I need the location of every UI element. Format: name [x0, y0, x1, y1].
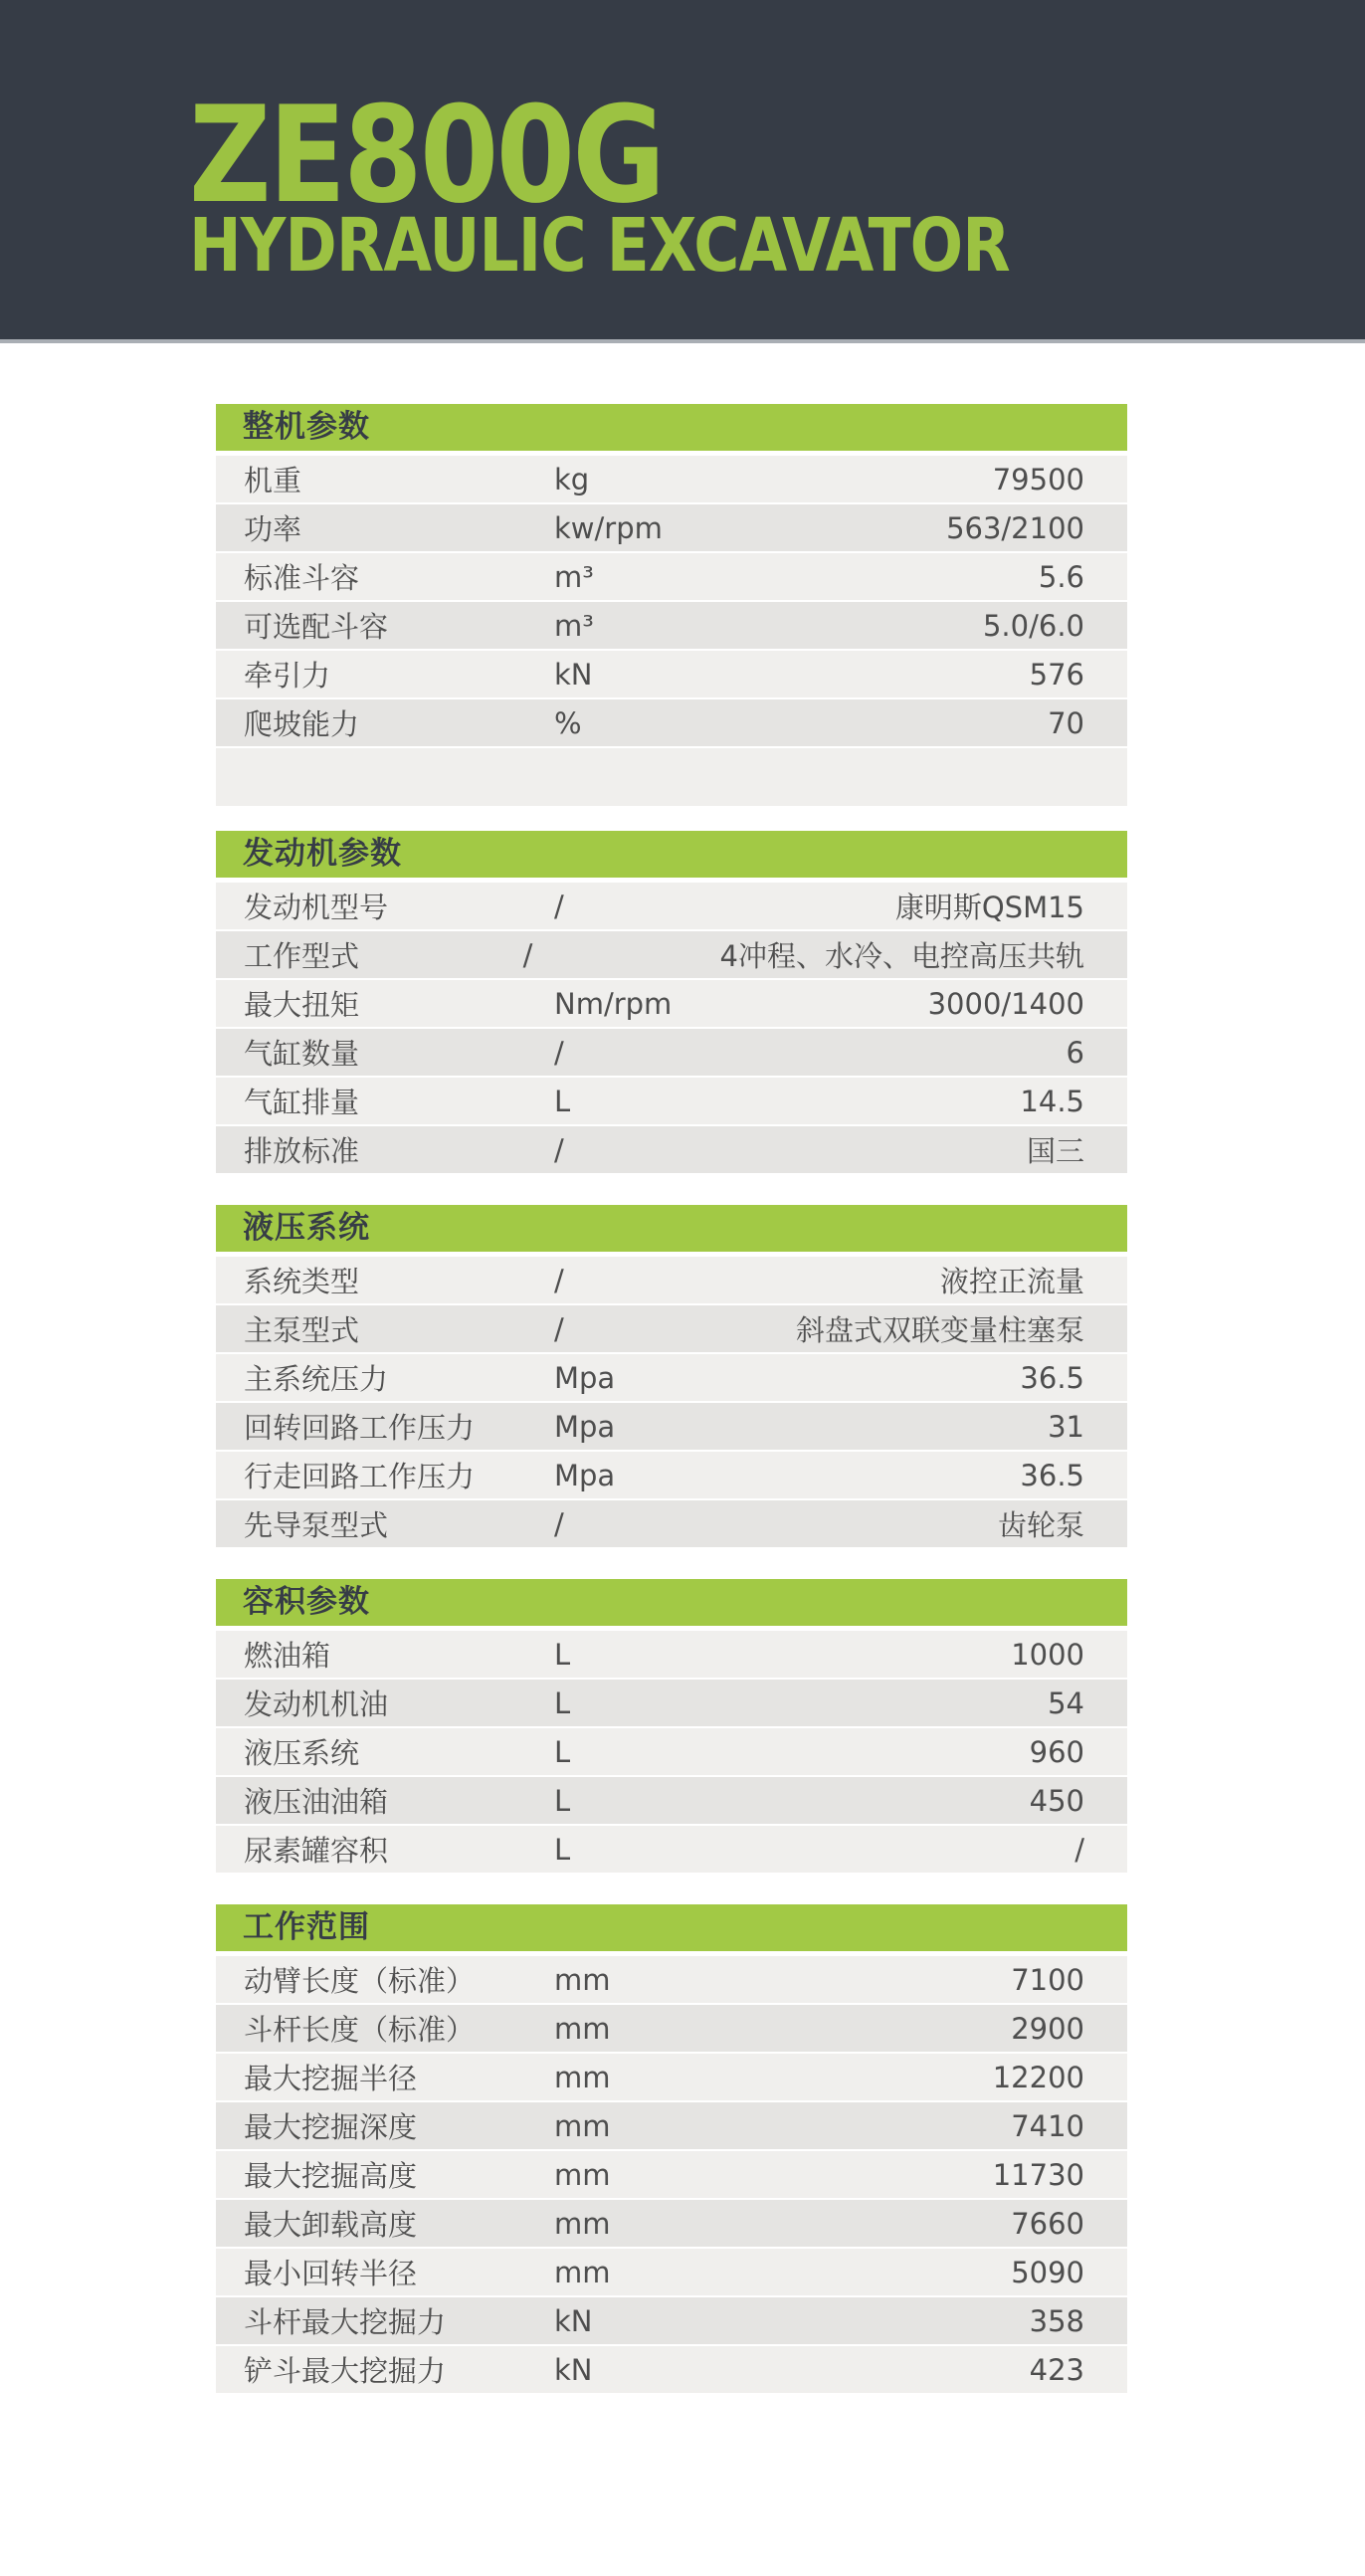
row-unit: L [554, 1783, 571, 1818]
section-rows [216, 1257, 1127, 1547]
table-row [216, 1078, 1127, 1124]
row-label: 排放标准 [244, 1134, 360, 1168]
row-value: 7410 [1011, 2108, 1084, 2143]
spec-table [216, 1904, 1127, 2393]
row-value: 液控正流量 [939, 1265, 1084, 1298]
row-label: 气缸数量 [244, 1037, 360, 1071]
row-label: 标准斗容 [244, 561, 360, 595]
model-title: ZE800G [189, 78, 664, 233]
row-label: 最小回转半径 [244, 2257, 418, 2290]
table-row [216, 699, 1127, 746]
model-subtitle: HYDRAULIC EXCAVATOR [189, 203, 1010, 289]
row-value: 70 [1048, 705, 1084, 740]
section-header: 液压系统 [216, 1205, 1127, 1252]
table-row [216, 2200, 1127, 2247]
section-rows [216, 1956, 1127, 2393]
row-label: 最大挖掘深度 [244, 2110, 418, 2144]
row-value: 国三 [1026, 1134, 1084, 1168]
row-label: 气缸排量 [244, 1086, 360, 1119]
row-value: 6 [1066, 1035, 1084, 1070]
row-unit: L [554, 1734, 571, 1769]
table-row [216, 1403, 1127, 1450]
table-row [216, 1777, 1127, 1824]
row-label: 发动机机油 [244, 1687, 389, 1721]
row-value: 7100 [1011, 1962, 1084, 1997]
row-unit: / [554, 1035, 564, 1070]
table-row [216, 1354, 1127, 1401]
row-value: 36.5 [1020, 1360, 1084, 1395]
row-value: 7660 [1011, 2206, 1084, 2241]
row-value: 36.5 [1020, 1458, 1084, 1492]
row-unit: mm [554, 2206, 611, 2241]
table-row [216, 2346, 1127, 2393]
row-value: 576 [1029, 657, 1084, 692]
table-row [216, 883, 1127, 929]
row-unit: kN [554, 2352, 593, 2387]
row-value: 斜盘式双联变量柱塞泵 [795, 1313, 1084, 1347]
row-unit: m³ [554, 608, 594, 643]
row-value: 423 [1029, 2352, 1084, 2387]
row-label: 回转回路工作压力 [244, 1411, 476, 1445]
row-unit: mm [554, 2255, 611, 2289]
table-row [216, 1500, 1127, 1547]
table-row [216, 2151, 1127, 2198]
row-value: 54 [1048, 1685, 1084, 1720]
row-label: 爬坡能力 [244, 707, 360, 741]
row-unit: / [554, 1132, 564, 1167]
table-row [216, 1257, 1127, 1303]
row-label: 工作型式 [244, 939, 360, 973]
row-unit: / [522, 937, 533, 972]
row-label: 最大卸载高度 [244, 2208, 418, 2242]
table-row [216, 1826, 1127, 1873]
row-value: 12200 [992, 2060, 1084, 2094]
row-value: 2900 [1011, 2011, 1084, 2046]
table-row [216, 602, 1127, 649]
spec-table [216, 831, 1127, 1173]
row-unit: L [554, 1084, 571, 1118]
row-unit: / [554, 1506, 564, 1541]
table-row [216, 1126, 1127, 1173]
row-unit: kg [554, 462, 590, 496]
row-value: 5090 [1011, 2255, 1084, 2289]
row-value: 79500 [992, 462, 1084, 496]
table-row [216, 2297, 1127, 2344]
table-row [216, 2102, 1127, 2149]
section-header: 整机参数 [216, 404, 1127, 451]
row-label: 机重 [244, 464, 302, 497]
row-label: 液压系统 [244, 1736, 360, 1770]
row-unit: / [554, 1311, 564, 1346]
row-unit: kN [554, 657, 593, 692]
row-value: 5.0/6.0 [982, 608, 1084, 643]
row-unit: Nm/rpm [554, 986, 673, 1021]
table-row [216, 1631, 1127, 1678]
table-row [216, 2249, 1127, 2295]
row-unit: Mpa [554, 1360, 616, 1395]
row-unit: kN [554, 2303, 593, 2338]
row-value: / [1074, 1832, 1084, 1867]
row-label: 功率 [244, 512, 302, 546]
row-label: 主泵型式 [244, 1313, 360, 1347]
row-unit: Mpa [554, 1409, 616, 1444]
row-unit: / [554, 1263, 564, 1297]
row-label: 尿素罐容积 [244, 1834, 389, 1868]
row-unit: L [554, 1637, 571, 1672]
spec-table [216, 1579, 1127, 1873]
row-value: 14.5 [1020, 1084, 1084, 1118]
row-label: 动臂长度（标准） [244, 1964, 476, 1998]
section-header: 发动机参数 [216, 831, 1127, 878]
row-label: 牵引力 [244, 659, 331, 693]
row-label: 可选配斗容 [244, 610, 389, 644]
row-value: 齿轮泵 [997, 1508, 1084, 1542]
spec-table [216, 1205, 1127, 1547]
row-label: 系统类型 [244, 1265, 360, 1298]
row-value: 563/2100 [946, 510, 1084, 545]
row-value: 康明斯QSM15 [894, 891, 1084, 924]
row-label: 液压油油箱 [244, 1785, 389, 1819]
row-label: 先导泵型式 [244, 1508, 389, 1542]
row-value: 4冲程、水冷、电控高压共轨 [719, 939, 1084, 973]
row-unit: Mpa [554, 1458, 616, 1492]
row-value: 5.6 [1038, 559, 1084, 594]
table-row [216, 1029, 1127, 1076]
row-unit: m³ [554, 559, 594, 594]
table-row [216, 931, 1127, 978]
row-value: 960 [1029, 1734, 1084, 1769]
row-unit: kw/rpm [554, 510, 663, 545]
spec-tables [216, 404, 1127, 2425]
row-value: 1000 [1011, 1637, 1084, 1672]
table-row [216, 1452, 1127, 1498]
row-label: 最大扭矩 [244, 988, 360, 1022]
section-rows [216, 456, 1127, 806]
row-value: 3000/1400 [927, 986, 1084, 1021]
row-unit: % [554, 705, 582, 740]
table-row [216, 504, 1127, 551]
section-rows [216, 1631, 1127, 1873]
row-value: 11730 [992, 2157, 1084, 2192]
row-unit: mm [554, 2011, 611, 2046]
row-unit: mm [554, 1962, 611, 1997]
row-label: 最大挖掘半径 [244, 2062, 418, 2095]
row-label: 斗杆最大挖掘力 [244, 2305, 447, 2339]
row-unit: mm [554, 2060, 611, 2094]
hero-banner [0, 0, 1365, 343]
row-unit: mm [554, 2108, 611, 2143]
row-unit: / [554, 889, 564, 923]
table-row [216, 651, 1127, 697]
table-row [216, 2054, 1127, 2100]
empty-row [216, 748, 1127, 806]
row-unit: mm [554, 2157, 611, 2192]
table-row [216, 553, 1127, 600]
row-label: 燃油箱 [244, 1639, 331, 1673]
row-label: 斗杆长度（标准） [244, 2013, 476, 2047]
row-label: 铲斗最大挖掘力 [244, 2354, 447, 2388]
row-label: 发动机型号 [244, 891, 389, 924]
table-row [216, 1728, 1127, 1775]
section-header: 工作范围 [216, 1904, 1127, 1951]
row-unit: L [554, 1832, 571, 1867]
row-label: 最大挖掘高度 [244, 2159, 418, 2193]
row-label: 行走回路工作压力 [244, 1460, 476, 1493]
section-rows [216, 883, 1127, 1173]
table-row [216, 1305, 1127, 1352]
section-header: 容积参数 [216, 1579, 1127, 1626]
table-row [216, 1956, 1127, 2003]
row-value: 450 [1029, 1783, 1084, 1818]
table-row [216, 2005, 1127, 2052]
row-label: 主系统压力 [244, 1362, 389, 1396]
row-unit: L [554, 1685, 571, 1720]
table-row [216, 980, 1127, 1027]
row-value: 358 [1029, 2303, 1084, 2338]
spec-table [216, 404, 1127, 806]
table-row [216, 456, 1127, 502]
table-row [216, 1680, 1127, 1726]
row-value: 31 [1048, 1409, 1084, 1444]
